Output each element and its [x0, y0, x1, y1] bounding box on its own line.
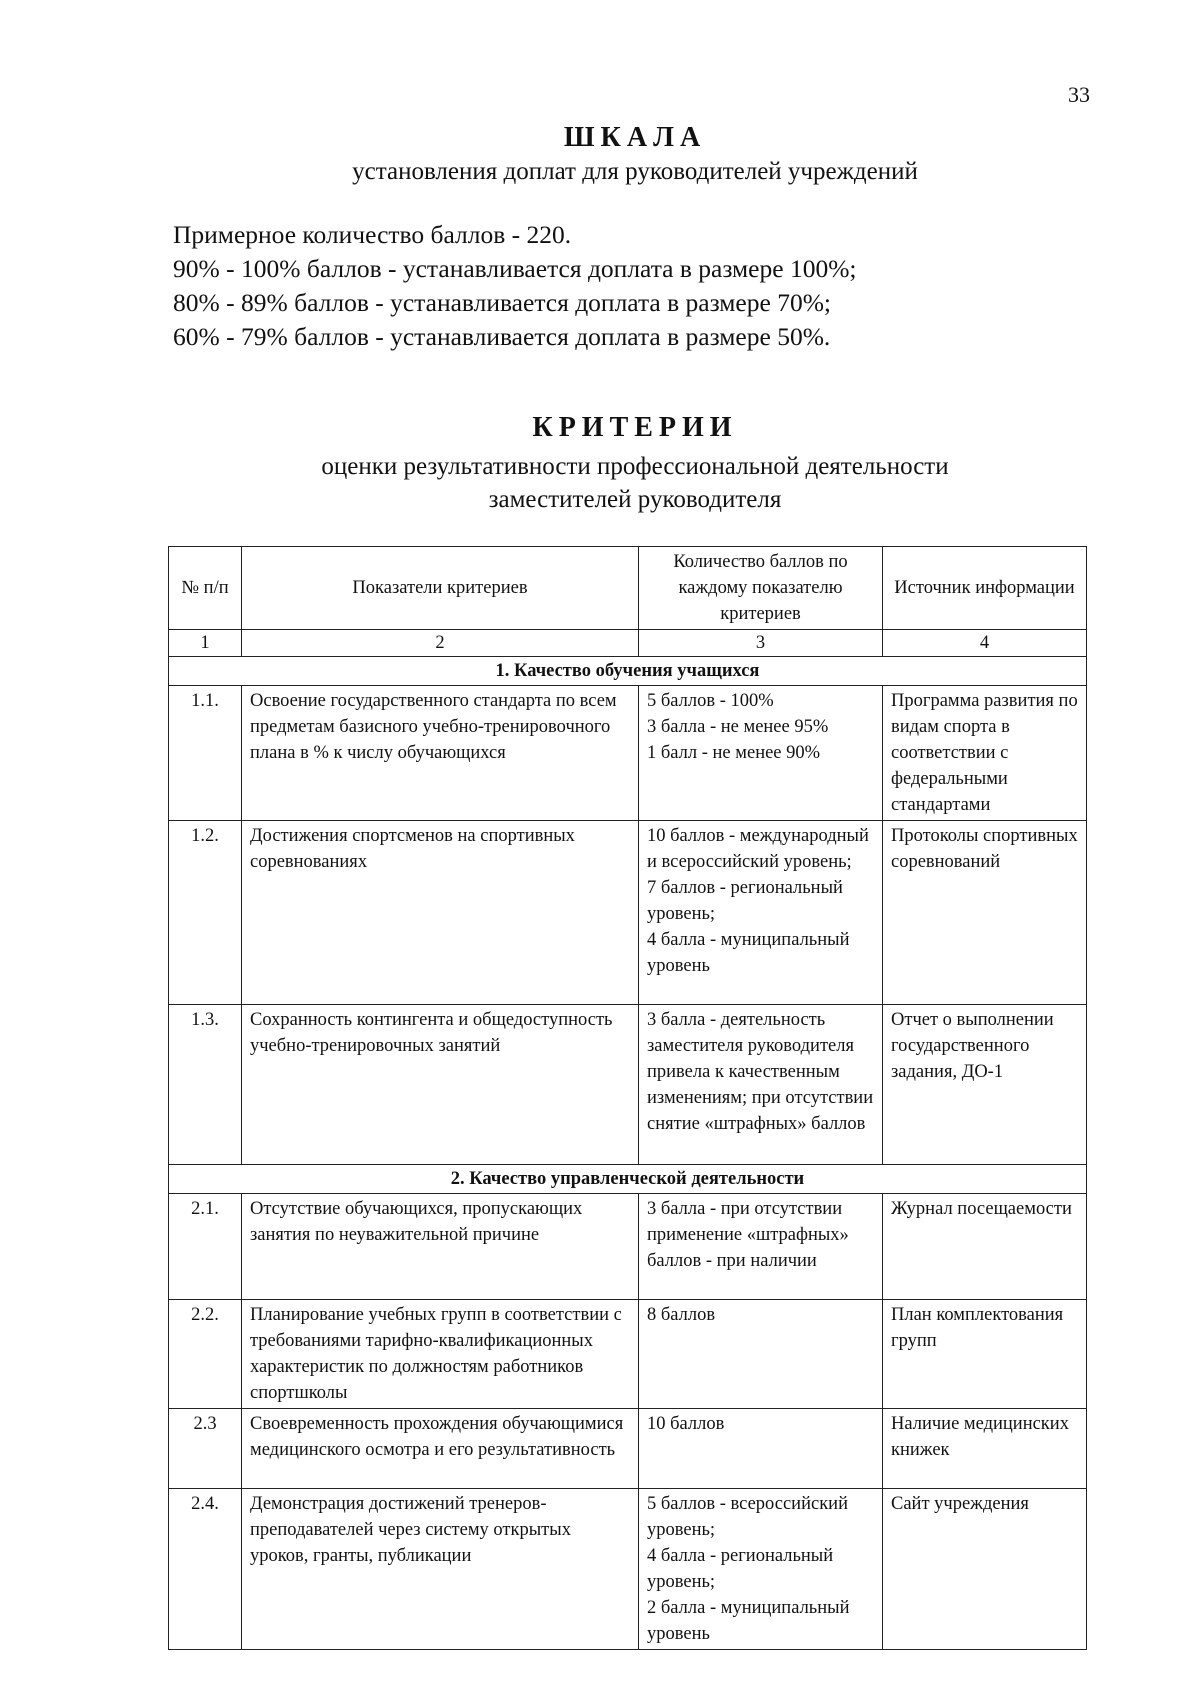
points-line: 3 балла - при отсутствии применение «штрафных» баллов - при наличии [647, 1199, 849, 1271]
row-num: 2.1. [169, 1194, 242, 1300]
criteria-subtitle-line: заместителей руководителя [488, 486, 782, 513]
row-source: План комплектования групп [883, 1300, 1087, 1409]
row-points [639, 1409, 883, 1489]
scale-rule-line: Примерное количество баллов - 220. [173, 220, 572, 249]
row-num: 1.1. [169, 686, 242, 821]
section-row [169, 657, 1087, 686]
row-num: 1.3. [169, 1005, 242, 1165]
row-source: Сайт учреждения [883, 1489, 1087, 1650]
points-line: 3 балла - деятельность заместителя руководителя привела к качественным изменениям; при отсутствии снятие «штрафных» баллов [647, 1010, 874, 1134]
scale-rule-line: 80% - 89% баллов - устанавливается доплата в размере 70%; [173, 288, 832, 317]
row-points [639, 1194, 883, 1300]
row-num: 2.3 [169, 1409, 242, 1489]
points-line: 10 баллов [647, 1414, 725, 1434]
table-row [169, 1409, 1087, 1489]
row-points [639, 686, 883, 821]
row-source: Журнал посещаемости [883, 1194, 1087, 1300]
points-line: 4 балла - региональный уровень; [647, 1546, 834, 1592]
section-title: 1. Качество обучения учащихся [169, 657, 1087, 686]
row-indicator: Отсутствие обучающихся, пропускающих занятия по неуважительной причине [242, 1194, 639, 1300]
points-line: 2 балла - муниципальный уровень [647, 1598, 850, 1644]
scale-rules [173, 218, 857, 354]
table-row [169, 821, 1087, 1005]
criteria-table [168, 546, 1087, 1650]
header-indicator: Показатели критериев [242, 547, 639, 630]
table-row [169, 1489, 1087, 1650]
column-number: 1 [169, 630, 242, 657]
row-points [639, 1489, 883, 1650]
points-line: 5 баллов - всероссийский уровень; [647, 1494, 848, 1540]
page-number: 33 [1068, 82, 1090, 107]
row-num: 2.2. [169, 1300, 242, 1409]
row-indicator: Демонстрация достижений тренеров-преподавателей через систему открытых уроков, гранты, публикации [242, 1489, 639, 1650]
column-number: 2 [242, 630, 639, 657]
column-number: 3 [639, 630, 883, 657]
row-num: 2.4. [169, 1489, 242, 1650]
row-source: Отчет о выполнении государственного задания, ДО-1 [883, 1005, 1087, 1165]
points-line: 4 балла - муниципальный уровень [647, 930, 850, 976]
scale-subtitle: установления доплат для руководителей учреждений [352, 158, 918, 185]
section-row [169, 1165, 1087, 1194]
column-number-row [169, 630, 1087, 657]
criteria-subtitle [0, 450, 1200, 516]
row-source: Наличие медицинских книжек [883, 1409, 1087, 1489]
scale-rule-line: 90% - 100% баллов - устанавливается доплата в размере 100%; [173, 254, 857, 283]
column-number: 4 [883, 630, 1087, 657]
row-indicator: Сохранность контингента и общедоступность учебно-тренировочных занятий [242, 1005, 639, 1165]
header-points: Количество баллов по каждому показателю критериев [639, 547, 883, 630]
criteria-title: КРИТЕРИИ [532, 412, 738, 443]
row-source: Программа развития по видам спорта в соответствии с федеральными стандартами [883, 686, 1087, 821]
table-row [169, 1194, 1087, 1300]
points-line: 8 баллов [647, 1305, 716, 1325]
table-row [169, 1300, 1087, 1409]
row-indicator: Своевременность прохождения обучающимися медицинского осмотра и его результативность [242, 1409, 639, 1489]
row-num: 1.2. [169, 821, 242, 1005]
table-row [169, 686, 1087, 821]
table-header-row [169, 547, 1087, 630]
row-indicator: Достижения спортсменов на спортивных соревнованиях [242, 821, 639, 1005]
section-title: 2. Качество управленческой деятельности [169, 1165, 1087, 1194]
row-points [639, 1300, 883, 1409]
header-source: Источник информации [883, 547, 1087, 630]
table-row [169, 1005, 1087, 1165]
row-points [639, 821, 883, 1005]
points-line: 10 баллов - международный и всероссийский уровень; [647, 826, 869, 872]
points-line: 3 балла - не менее 95% [647, 717, 829, 737]
points-line: 1 балл - не менее 90% [647, 743, 821, 763]
row-points [639, 1005, 883, 1165]
criteria-subtitle-line: оценки результативности профессиональной деятельности [321, 453, 949, 480]
points-line: 7 баллов - региональный уровень; [647, 878, 843, 924]
scale-title: ШКАЛА [563, 122, 707, 153]
points-line: 5 баллов - 100% [647, 691, 774, 711]
row-source: Протоколы спортивных соревнований [883, 821, 1087, 1005]
header-num: № п/п [169, 547, 242, 630]
row-indicator: Планирование учебных групп в соответствии с требованиями тарифно-квалификационных характеристик по должностям работников спортшколы [242, 1300, 639, 1409]
row-indicator: Освоение государственного стандарта по всем предметам базисного учебно-тренировочного плана в % к числу обучающихся [242, 686, 639, 821]
scale-rule-line: 60% - 79% баллов - устанавливается доплата в размере 50%. [173, 322, 831, 351]
